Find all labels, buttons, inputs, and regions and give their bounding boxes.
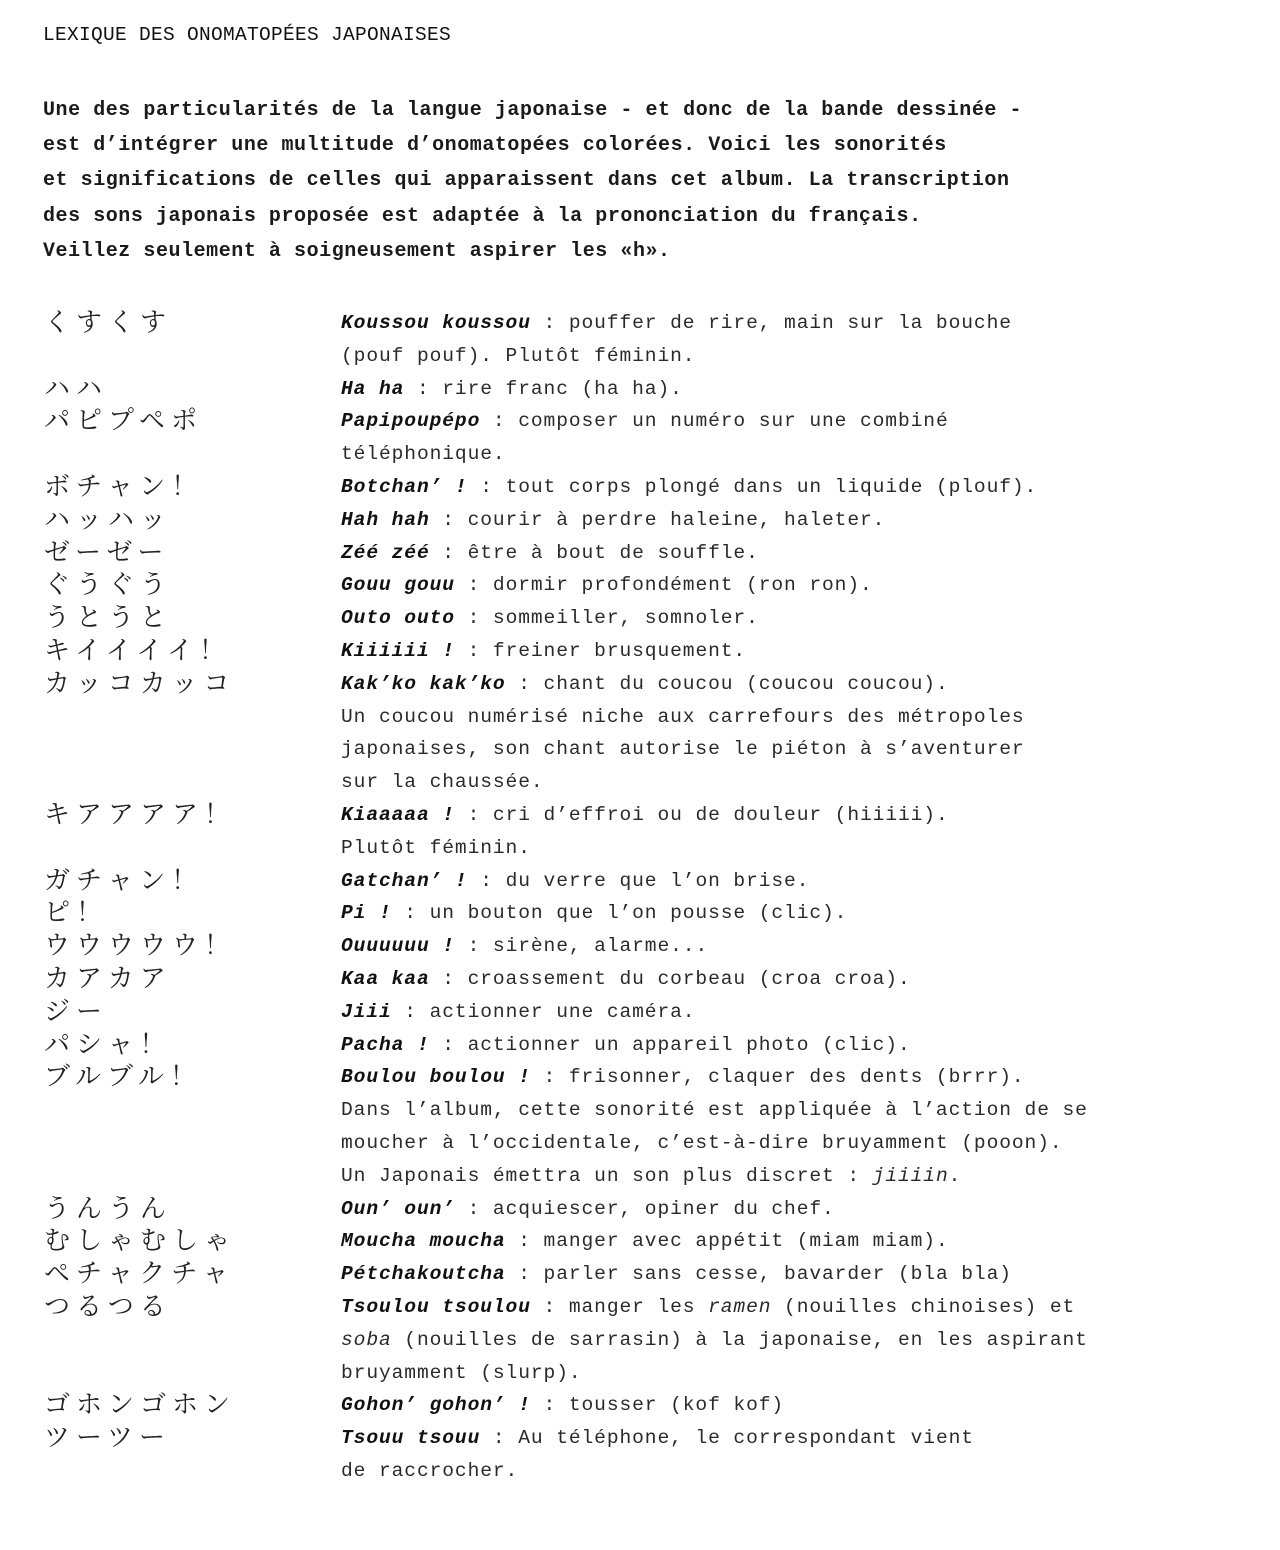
japanese-onomatopoeia: ゼーゼー	[44, 537, 170, 568]
intro-paragraph	[43, 93, 1263, 269]
lexicon-entry	[0, 668, 1280, 799]
page-title: LEXIQUE DES ONOMATOPÉES JAPONAISES	[43, 24, 452, 46]
definition	[341, 307, 1261, 373]
romanized-term: Jiii	[341, 1000, 392, 1023]
lexicon-entry	[0, 1258, 1280, 1291]
definition-text: bruyamment (slurp).	[341, 1361, 582, 1384]
japanese-onomatopoeia: パピプペポ	[44, 406, 203, 437]
romanized-term: Hah hah	[341, 508, 430, 531]
definition-text: : Au téléphone, le correspondant vient	[480, 1427, 974, 1450]
romanized-term: Ha ha	[341, 377, 405, 400]
lexicon-entry	[0, 963, 1280, 996]
italic-word: soba	[341, 1328, 392, 1351]
definition-text: Un Japonais émettra un son plus discret :	[341, 1164, 873, 1187]
lexicon-entry	[0, 635, 1280, 668]
definition-text: : être à bout de souffle.	[429, 541, 759, 564]
romanized-term: Kiiiiii !	[341, 639, 455, 662]
intro-line: Veillez seulement à soigneusement aspirer les «h».	[43, 239, 671, 263]
definition-text: de raccrocher.	[341, 1459, 519, 1482]
definition	[341, 996, 1261, 1029]
definition	[341, 373, 1261, 406]
lexicon-entry	[0, 1389, 1280, 1422]
romanized-term: Koussou koussou	[341, 312, 531, 334]
definition-line	[341, 668, 1261, 701]
definition-line	[341, 799, 1261, 832]
definition	[341, 405, 1261, 471]
definition-line	[341, 1225, 1261, 1258]
definition	[341, 569, 1261, 602]
definition-line	[341, 405, 1261, 438]
definition-line	[341, 832, 1261, 865]
lexicon-entry	[0, 405, 1280, 471]
definition-line	[341, 1193, 1261, 1226]
definition-line	[341, 1291, 1261, 1324]
japanese-onomatopoeia: うとうと	[44, 603, 173, 634]
lexicon-list	[0, 307, 1280, 1488]
definition-text: : du verre que l’on brise.	[467, 869, 810, 892]
lexicon-entry	[0, 865, 1280, 898]
definition	[341, 504, 1261, 537]
definition	[341, 1258, 1261, 1291]
romanized-term: Outo outo	[341, 607, 455, 630]
definition-line	[341, 766, 1261, 799]
definition-line	[341, 1422, 1261, 1455]
romanized-term: Zéé zéé	[341, 541, 430, 564]
japanese-onomatopoeia: ボチャン！	[44, 471, 204, 502]
romanized-term: Gatchan’ !	[341, 869, 468, 892]
definition	[341, 1029, 1261, 1062]
intro-line: des sons japonais proposée est adaptée à la prononciation du français.	[43, 204, 922, 228]
definition-line	[341, 1127, 1261, 1160]
romanized-term: Kak’ko kak’ko	[341, 672, 506, 695]
definition-line	[341, 897, 1261, 930]
japanese-onomatopoeia: カッコカッコ	[44, 668, 236, 699]
japanese-onomatopoeia: ジー	[44, 996, 109, 1027]
definition-line	[341, 471, 1261, 504]
romanized-term: Botchan’ !	[341, 475, 468, 498]
definition-line	[341, 1455, 1261, 1488]
definition-text: : cri d’effroi ou de douleur (hiiiii).	[454, 803, 949, 826]
intro-line: et significations de celles qui apparaissent dans cet album. La transcription	[43, 169, 1010, 193]
definition-text: : chant du coucou (coucou coucou).	[505, 672, 949, 695]
romanized-term: Oun’ oun’	[341, 1197, 455, 1220]
romanized-term: Ouuuuuu !	[341, 935, 455, 958]
romanized-term: Tsouu tsouu	[341, 1427, 481, 1450]
lexicon-entry	[0, 471, 1280, 504]
definition-line	[341, 701, 1261, 734]
romanized-term: Kaa kaa	[341, 967, 430, 990]
lexicon-entry	[0, 1291, 1280, 1389]
definition	[341, 897, 1261, 930]
definition-text: : freiner brusquement.	[454, 639, 747, 662]
japanese-onomatopoeia: くすくす	[44, 308, 173, 338]
definition	[341, 602, 1261, 635]
definition-line	[341, 1258, 1261, 1291]
definition	[341, 537, 1261, 570]
italic-word: jiiiin	[872, 1164, 949, 1187]
definition-text: : composer un numéro sur une combiné	[480, 410, 949, 433]
definition-text: : tousser (kof kof)	[530, 1394, 785, 1417]
definition-text: : actionner un appareil photo (clic).	[429, 1033, 911, 1056]
definition-line	[341, 1094, 1261, 1127]
romanized-term: Kiaaaaa !	[341, 803, 455, 826]
lexicon-entry	[0, 1225, 1280, 1258]
definition-line	[341, 537, 1261, 570]
definition-line	[341, 373, 1261, 406]
definition-line	[341, 930, 1261, 963]
romanized-term: Pacha !	[341, 1033, 430, 1056]
japanese-onomatopoeia: カアカア	[44, 963, 172, 994]
lexicon-entry	[0, 897, 1280, 930]
japanese-onomatopoeia: キアアアア！	[44, 799, 237, 830]
definition-text: Un coucou numérisé niche aux carrefours des métropoles	[341, 705, 1025, 728]
definition-text: sur la chaussée.	[341, 771, 544, 794]
definition-text: : manger les	[530, 1295, 709, 1318]
definition-line	[341, 1029, 1261, 1062]
definition-line	[341, 340, 1261, 373]
definition-text: (pouf pouf). Plutôt féminin.	[341, 344, 696, 367]
definition	[341, 1291, 1261, 1389]
definition-line	[341, 1389, 1261, 1422]
definition-text: moucher à l’occidentale, c’est-à-dire bruyamment (pooon).	[341, 1131, 1063, 1154]
italic-word: ramen	[708, 1295, 772, 1318]
japanese-onomatopoeia: ツーツー	[44, 1423, 171, 1454]
definition-line	[341, 1357, 1261, 1390]
japanese-onomatopoeia: ペチャクチャ	[44, 1259, 235, 1290]
definition	[341, 1422, 1261, 1488]
definition-text: japonaises, son chant autorise le piéton à s’aventurer	[341, 738, 1025, 761]
definition	[341, 1193, 1261, 1226]
lexicon-entry	[0, 504, 1280, 537]
definition-line	[341, 1324, 1261, 1357]
definition-text: : sirène, alarme...	[454, 935, 709, 958]
definition-text: (nouilles chinoises) et	[771, 1295, 1076, 1318]
japanese-onomatopoeia: つるつる	[44, 1291, 172, 1322]
japanese-onomatopoeia: ゴホンゴホン	[44, 1390, 237, 1421]
definition-line	[341, 733, 1261, 766]
japanese-onomatopoeia: ハハ	[44, 373, 109, 404]
lexicon-entry	[0, 602, 1280, 635]
japanese-onomatopoeia: ブルブル！	[44, 1062, 202, 1093]
definition-text: : actionner une caméra.	[391, 1000, 696, 1023]
japanese-onomatopoeia: ぐうぐう	[44, 570, 173, 601]
definition-text: téléphonique.	[341, 443, 506, 466]
definition-text: : parler sans cesse, bavarder (bla bla)	[505, 1263, 1012, 1286]
lexicon-entry	[0, 799, 1280, 865]
romanized-term: Gouu gouu	[341, 574, 455, 597]
lexicon-entry	[0, 537, 1280, 570]
intro-line: Une des particularités de la langue japonaise - et donc de la bande dessinée -	[43, 99, 1023, 122]
definition-text: : sommeiller, somnoler.	[454, 607, 759, 630]
intro-line: est d’intégrer une multitude d’onomatopées colorées. Voici les sonorités	[43, 134, 947, 158]
definition-line	[341, 307, 1261, 340]
lexicon-entry	[0, 930, 1280, 963]
definition-text: .	[948, 1164, 962, 1187]
definition-line	[341, 996, 1261, 1029]
romanized-term: Pétchakoutcha	[341, 1263, 506, 1286]
definition-line	[341, 1160, 1261, 1193]
definition	[341, 668, 1261, 799]
definition-text: : pouffer de rire, main sur la bouche	[530, 312, 1012, 334]
definition	[341, 1061, 1261, 1192]
definition-line	[341, 602, 1261, 635]
definition-text: : croassement du corbeau (croa croa).	[429, 967, 911, 990]
romanized-term: Tsoulou tsoulou	[341, 1295, 531, 1318]
lexicon-entry	[0, 1422, 1280, 1488]
definition	[341, 930, 1261, 963]
definition	[341, 865, 1261, 898]
definition-line	[341, 963, 1261, 996]
definition-line	[341, 438, 1261, 471]
definition-text: : dormir profondément (ron ron).	[454, 574, 873, 597]
definition-text: (nouilles de sarrasin) à la japonaise, en les aspirant	[391, 1328, 1088, 1351]
definition-line	[341, 569, 1261, 602]
definition	[341, 635, 1261, 668]
romanized-term: Papipoupépo	[341, 410, 481, 433]
definition-text: : un bouton que l’on pousse (clic).	[391, 902, 848, 925]
definition-line	[341, 865, 1261, 898]
definition	[341, 963, 1261, 996]
lexicon-entry	[0, 569, 1280, 602]
definition-text: : courir à perdre haleine, haleter.	[429, 508, 886, 531]
definition-text: : manger avec appétit (miam miam).	[505, 1230, 949, 1253]
definition-text: : tout corps plongé dans un liquide (plouf).	[467, 475, 1038, 498]
japanese-onomatopoeia: うんうん	[44, 1193, 173, 1224]
definition-text: : acquiescer, opiner du chef.	[454, 1197, 835, 1220]
definition-text: Dans l’album, cette sonorité est appliquée à l’action de se	[341, 1099, 1088, 1122]
definition-text: : rire franc (ha ha).	[404, 377, 683, 400]
lexicon-entry	[0, 1029, 1280, 1062]
romanized-term: Moucha moucha	[341, 1230, 506, 1253]
lexicon-entry	[0, 996, 1280, 1029]
definition	[341, 799, 1261, 865]
definition-text: Plutôt féminin.	[341, 836, 531, 859]
romanized-term: Pi !	[341, 902, 392, 925]
lexicon-entry	[0, 307, 1280, 373]
lexicon-entry	[0, 1193, 1280, 1226]
japanese-onomatopoeia: むしゃむしゃ	[44, 1226, 237, 1257]
japanese-onomatopoeia: ガチャン！	[44, 865, 204, 896]
definition-text: : frisonner, claquer des dents (brrr).	[530, 1066, 1025, 1089]
romanized-term: Gohon’ gohon’ !	[341, 1394, 531, 1417]
definition	[341, 1389, 1261, 1422]
definition	[341, 1225, 1261, 1258]
definition	[341, 471, 1261, 504]
japanese-onomatopoeia: パシャ！	[44, 1029, 172, 1060]
japanese-onomatopoeia: ウウウウウ！	[44, 931, 237, 962]
lexicon-entry	[0, 1061, 1280, 1192]
lexicon-entry	[0, 373, 1280, 406]
definition-line	[341, 1061, 1261, 1094]
definition-line	[341, 635, 1261, 668]
romanized-term: Boulou boulou !	[341, 1066, 531, 1089]
japanese-onomatopoeia: キイイイイ！	[44, 635, 232, 666]
japanese-onomatopoeia: ハッハッ	[44, 504, 173, 535]
japanese-onomatopoeia: ピ！	[44, 898, 109, 929]
definition-line	[341, 504, 1261, 537]
